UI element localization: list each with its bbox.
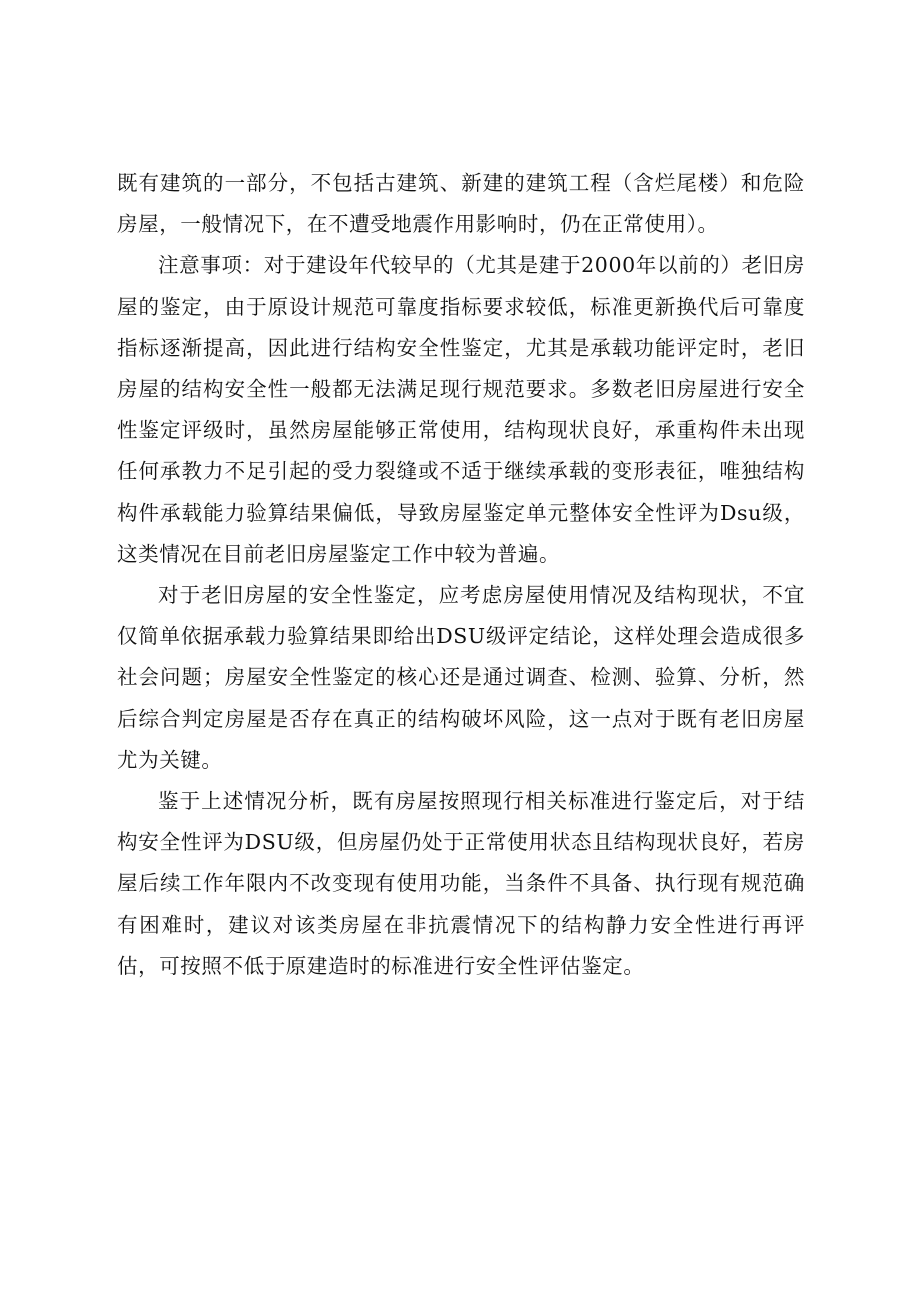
paragraph-old-house-appraisal: 对于老旧房屋的安全性鉴定，应考虑房屋使用情况及结构现状，不宜仅简单依据承载力验算结果即给出DSU级评定结论，这样处理会造成很多社会问题；房屋安全性鉴定的核心还是通过调查、检测、验算、分析，然后综合判定房屋是否存在真正的结构破坏风险，这一点对于既有老旧房屋尤为关键。 (117, 583, 805, 772)
paragraph-recommendation: 鉴于上述情况分析，既有房屋按照现行相关标准进行鉴定后，对于结构安全性评为DSU级，但房屋仍处于正常使用状态且结构现状良好，若房屋后续工作年限内不改变现有使用功能，当条件不具备、执行现有规范确有困难时，建议对该类房屋在非抗震情况下的结构静力安全性进行再评估，可按照不低于原建造时的标准进行安全性评估鉴定。 (117, 789, 805, 978)
paragraph-notes: 注意事项：对于建设年代较早的（尤其是建于2000年以前的）老旧房屋的鉴定，由于原设计规范可靠度指标要求较低，标准更新换代后可靠度指标逐渐提高，因此进行结构安全性鉴定，尤其是承载功能评定时，老旧房屋的结构安全性一般都无法满足现行规范要求。多数老旧房屋进行安全性鉴定评级时，虽然房屋能够正常使用，结构现状良好，承重构件未出现任何承教力不足引起的受力裂缝或不适于继续承载的变形表征，唯独结构构件承载能力验算结果偏低，导致房屋鉴定单元整体安全性评为Dsu级，这类情况在目前老旧房屋鉴定工作中较为普遍。 (117, 253, 805, 566)
paragraph-continuation: 既有建筑的一部分，不包括古建筑、新建的建筑工程（含烂尾楼）和危险房屋，一般情况下，在不遭受地震作用影响时，仍在正常使用）。 (117, 171, 805, 237)
document-body (117, 163, 805, 987)
